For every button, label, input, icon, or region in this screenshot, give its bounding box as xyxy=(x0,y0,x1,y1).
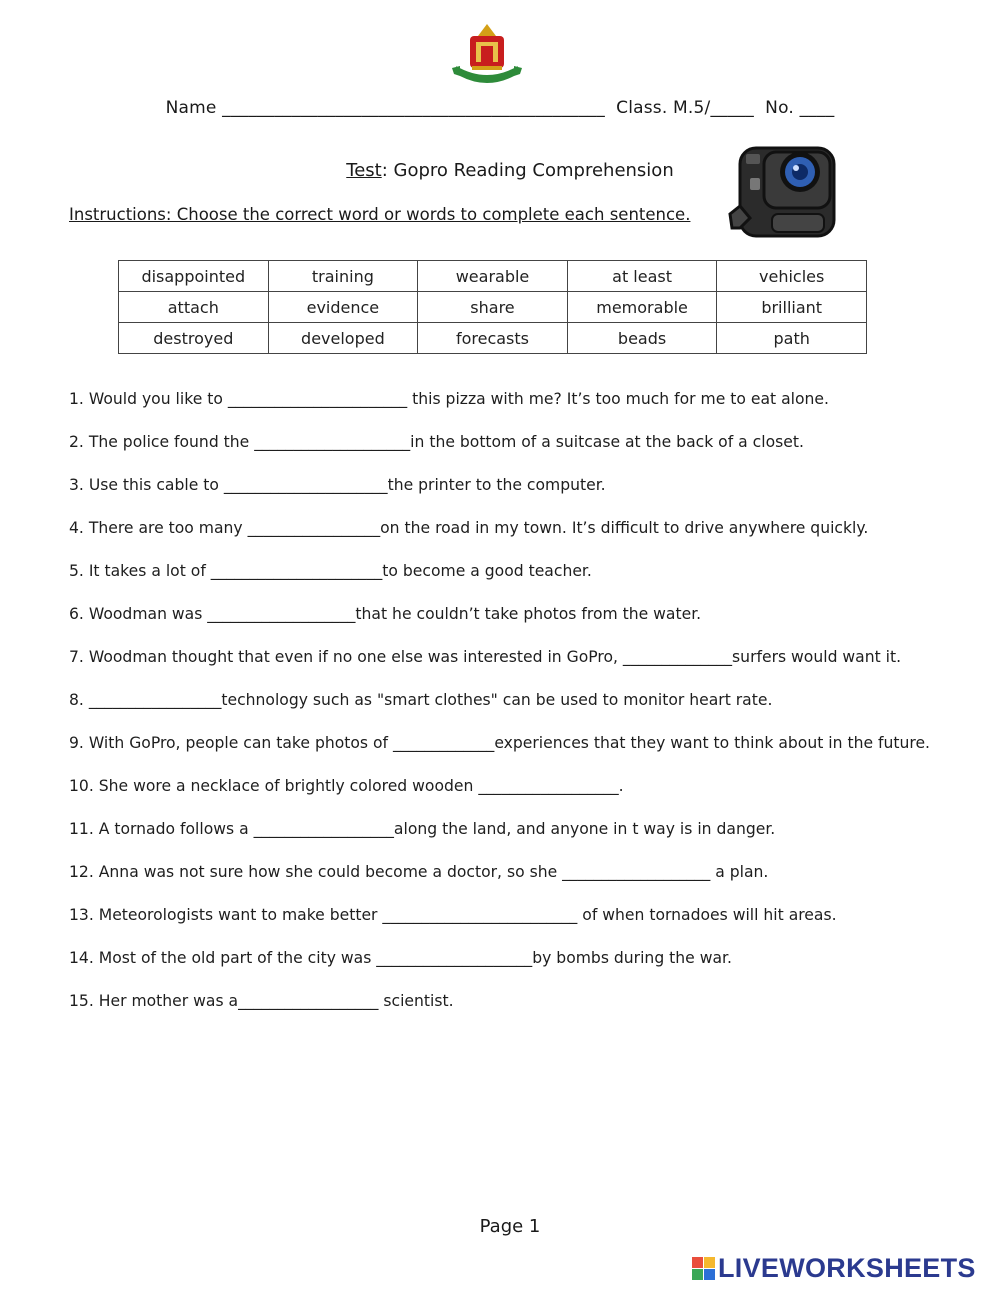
word-bank-cell: evidence xyxy=(268,292,418,323)
page-title xyxy=(0,160,1000,181)
page-number: Page 1 xyxy=(479,1216,541,1237)
question-1[interactable]: 1. Would you like to _______________________ this pizza with me? It’s too much for me to eat alone. xyxy=(69,390,829,408)
word-bank-cell: disappointed xyxy=(119,261,269,292)
instructions: Instructions: Choose the correct word or words to complete each sentence. xyxy=(69,205,691,224)
word-bank-cell: path xyxy=(717,323,867,354)
word-bank-cell: developed xyxy=(268,323,418,354)
question-list xyxy=(69,386,989,1031)
student-info-line: Name ____________________________________________ Class. M.5/_____ No. ____ xyxy=(165,98,835,118)
word-bank-cell: forecasts xyxy=(418,323,568,354)
word-bank-cell: destroyed xyxy=(119,323,269,354)
question-2[interactable]: 2. The police found the ____________________in the bottom of a suitcase at the back of a closet. xyxy=(69,433,804,451)
question-5[interactable]: 5. It takes a lot of ______________________to become a good teacher. xyxy=(69,562,592,580)
question-13[interactable]: 13. Meteorologists want to make better _________________________ of when tornadoes will hit areas. xyxy=(69,906,837,924)
question-15[interactable]: 15. Her mother was a__________________ scientist. xyxy=(69,992,454,1010)
liveworksheets-badge-icon xyxy=(692,1257,716,1281)
title-rest: : Gopro Reading Comprehension xyxy=(381,160,674,181)
action-camera-icon xyxy=(728,140,840,252)
school-crest-icon xyxy=(450,22,524,86)
question-12[interactable]: 12. Anna was not sure how she could become a doctor, so she ___________________ a plan. xyxy=(69,863,769,881)
liveworksheets-logo[interactable] xyxy=(692,1254,992,1284)
question-11[interactable]: 11. A tornado follows a __________________along the land, and anyone in t way is in danger. xyxy=(69,820,776,838)
word-bank-cell: beads xyxy=(567,323,717,354)
word-bank-row xyxy=(119,323,867,354)
word-bank-cell: memorable xyxy=(567,292,717,323)
word-bank-cell: at least xyxy=(567,261,717,292)
word-bank-cell: training xyxy=(268,261,418,292)
word-bank-cell: vehicles xyxy=(717,261,867,292)
word-bank-cell: brilliant xyxy=(717,292,867,323)
word-bank-row xyxy=(119,261,867,292)
liveworksheets-brand: LIVEWORKSHEETS xyxy=(718,1253,976,1283)
title-prefix: Test xyxy=(346,160,382,181)
question-10[interactable]: 10. She wore a necklace of brightly colored wooden __________________. xyxy=(69,777,624,795)
question-14[interactable]: 14. Most of the old part of the city was ____________________by bombs during the war. xyxy=(69,949,732,967)
question-6[interactable]: 6. Woodman was ___________________that he couldn’t take photos from the water. xyxy=(69,605,702,623)
question-9[interactable]: 9. With GoPro, people can take photos of _____________experiences that they want to think about in the future. xyxy=(69,734,930,752)
question-8[interactable]: 8. _________________technology such as "smart clothes" can be used to monitor heart rate. xyxy=(69,691,773,709)
word-bank-table xyxy=(118,260,867,354)
word-bank-row xyxy=(119,292,867,323)
question-4[interactable]: 4. There are too many _________________on the road in my town. It’s difficult to drive anywhere quickly. xyxy=(69,519,869,537)
word-bank-cell: wearable xyxy=(418,261,568,292)
question-3[interactable]: 3. Use this cable to _____________________the printer to the computer. xyxy=(69,476,606,494)
question-7[interactable]: 7. Woodman thought that even if no one else was interested in GoPro, ______________surfers would want it. xyxy=(69,648,902,666)
word-bank-cell: share xyxy=(418,292,568,323)
word-bank-cell: attach xyxy=(119,292,269,323)
